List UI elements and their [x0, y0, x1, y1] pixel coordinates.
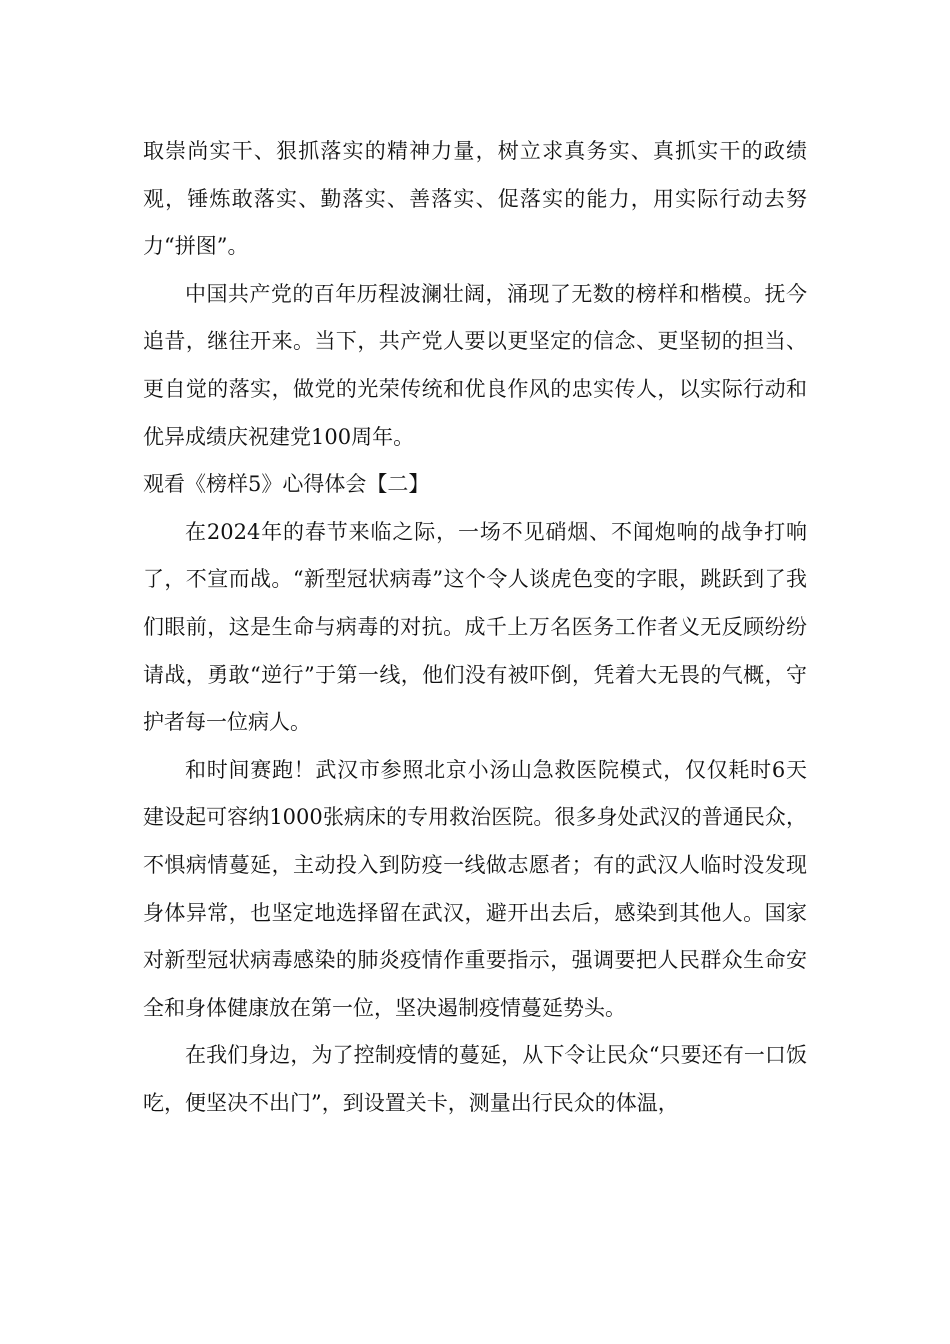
paragraph: 在我们身边，为了控制疫情的蔓延，从下令让民众“只要还有一口饭吃，便坚决不出门”，到设置关卡，测量出行民众的体温，: [143, 1043, 807, 1115]
paragraph: 和时间赛跑！武汉市参照北京小汤山急救医院模式，仅仅耗时6天建设起可容纳1000张病床的专用救治医院。很多身处武汉的普通民众，不惧病情蔓延，主动投入到防疫一线做志愿者；有的武汉人临时没发现身体异常，也坚定地选择留在武汉，避开出去后，感染到其他人。国家对新型冠状病毒感染的肺炎疫情作重要指示，强调要把人民群众生命安全和身体健康放在第一位，坚决遏制疫情蔓延势头。: [143, 757, 807, 1020]
section-heading: 观看《榜样5》心得体会【二】: [143, 472, 430, 497]
paragraph: 在2024年的春节来临之际，一场不见硝烟、不闻炮响的战争打响了，不宣而战。“新型冠状病毒”这个令人谈虎色变的字眼，跳跃到了我们眼前，这是生命与病毒的对抗。成千上万名医务工作者义无反顾纷纷请战，勇敢“逆行”于第一线，他们没有被吓倒，凭着大无畏的气概，守护者每一位病人。: [143, 519, 807, 735]
document-body: [143, 128, 807, 1127]
paragraph-continued: 取崇尚实干、狠抓落实的精神力量，树立求真务实、真抓实干的政绩观，锤炼敢落实、勤落实、善落实、促落实的能力，用实际行动去努力“拼图”。: [143, 139, 807, 259]
paragraph: 中国共产党的百年历程波澜壮阔，涌现了无数的榜样和楷模。抚今追昔，继往开来。当下，共产党人要以更坚定的信念、更坚韧的担当、更自觉的落实，做党的光荣传统和优良作风的忠实传人，以实际行动和优异成绩庆祝建党100周年。: [143, 281, 807, 449]
